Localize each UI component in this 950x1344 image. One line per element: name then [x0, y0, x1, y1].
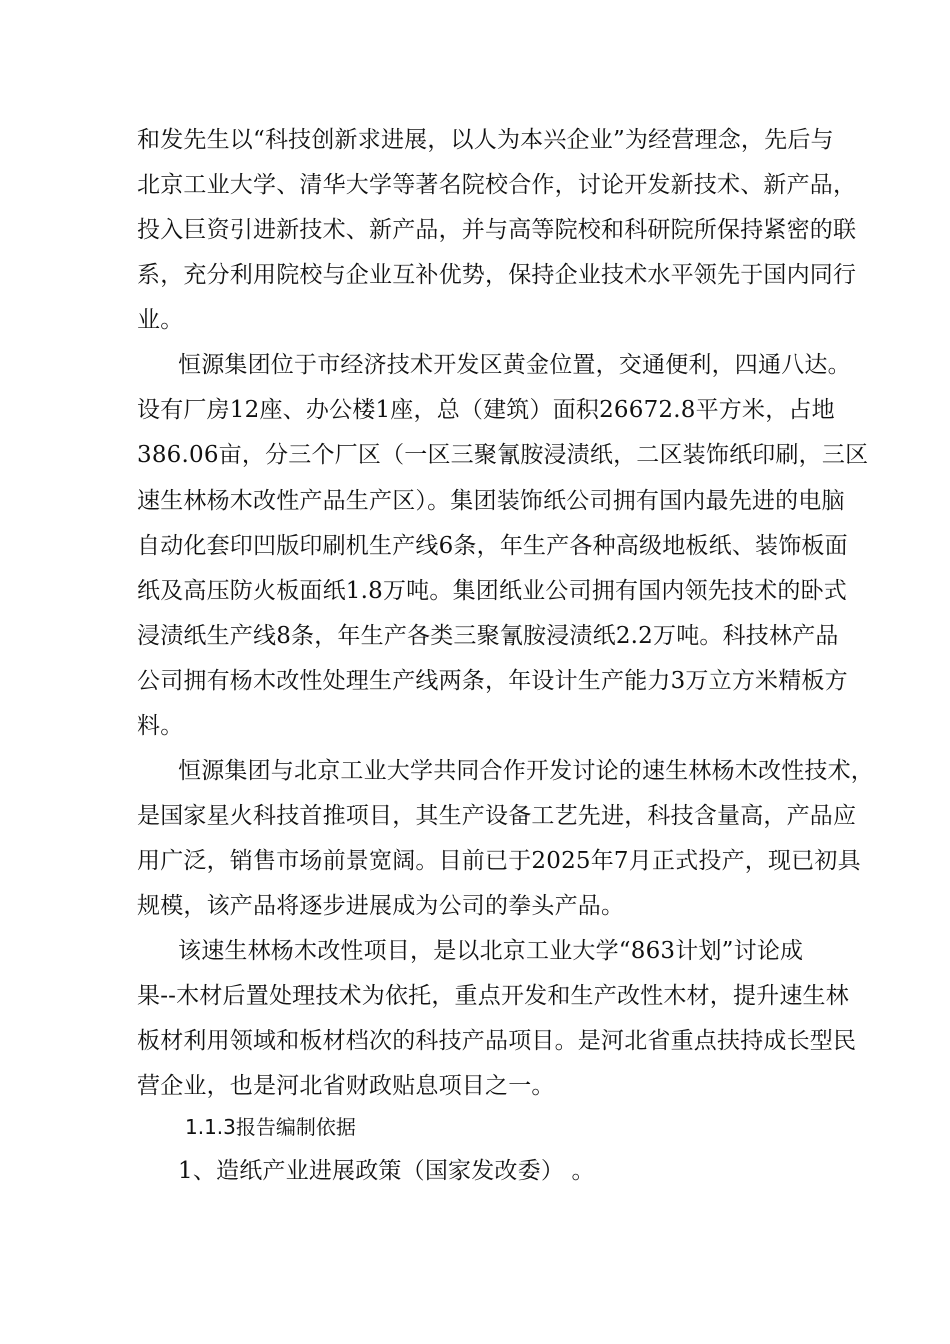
paragraph-2-line: 恒源集团位于市经济技术开发区黄金位置，交通便利，四通八达。	[178, 352, 851, 378]
paragraph-2-line: 浸渍纸生产线8条，年生产各类三聚氰胺浸渍纸2.2万吨。科技林产品	[137, 623, 839, 649]
paragraph-4-line: 板材利用领域和板材档次的科技产品项目。是河北省重点扶持成长型民	[137, 1028, 857, 1054]
paragraph-4-line: 该速生林杨木改性项目，是以北京工业大学“863计划”讨论成	[178, 938, 804, 964]
paragraph-1-line: 投入巨资引进新技术、新产品，并与高等院校和科研院所保持紧密的联	[137, 217, 857, 243]
paragraph-1-line: 和发先生以“科技创新求进展，以人为本兴企业”为经营理念，先后与	[137, 127, 834, 153]
paragraph-2-line: 速生林杨木改性产品生产区）。集团装饰纸公司拥有国内最先进的电脑	[137, 488, 845, 514]
paragraph-1-line: 系，充分利用院校与企业互补优势，保持企业技术水平领先于国内同行	[137, 262, 857, 288]
list-item: 1、造纸产业进展政策（国家发改委） 。	[178, 1158, 595, 1184]
paragraph-2-line: 公司拥有杨木改性处理生产线两条，年设计生产能力3万立方米精板方	[137, 668, 848, 694]
paragraph-2-line: 设有厂房12座、办公楼1座，总（建筑）面积26672.8平方米，占地	[137, 397, 835, 423]
paragraph-3-line: 恒源集团与北京工业大学共同合作开发讨论的速生林杨木改性技术，	[178, 758, 874, 784]
paragraph-3-line: 规模，该产品将逐步进展成为公司的拳头产品。	[137, 893, 625, 919]
paragraph-4-line: 营企业，也是河北省财政贴息项目之一。	[137, 1073, 555, 1099]
paragraph-2-line: 自动化套印凹版印刷机生产线6条，年生产各种高级地板纸、装饰板面	[137, 533, 848, 559]
paragraph-1-line: 北京工业大学、清华大学等著名院校合作，讨论开发新技术、新产品，	[137, 172, 857, 198]
paragraph-2-line: 386.06亩，分三个厂区（一区三聚氰胺浸渍纸，二区装饰纸印刷，三区	[137, 442, 869, 468]
paragraph-4-line: 果--木材后置处理技术为依托，重点开发和生产改性木材，提升速生林	[137, 983, 849, 1009]
section-heading: 1.1.3报告编制依据	[185, 1115, 356, 1139]
paragraph-1-line: 业。	[137, 307, 184, 333]
paragraph-3-line: 用广泛，销售市场前景宽阔。目前已于2025年7月正式投产，现已初具	[137, 848, 861, 874]
paragraph-2-line: 纸及高压防火板面纸1.8万吨。集团纸业公司拥有国内领先技术的卧式	[137, 578, 847, 604]
paragraph-2-line: 料。	[137, 713, 184, 739]
paragraph-3-line: 是国家星火科技首推项目，其生产设备工艺先进，科技含量高，产品应	[137, 803, 857, 829]
